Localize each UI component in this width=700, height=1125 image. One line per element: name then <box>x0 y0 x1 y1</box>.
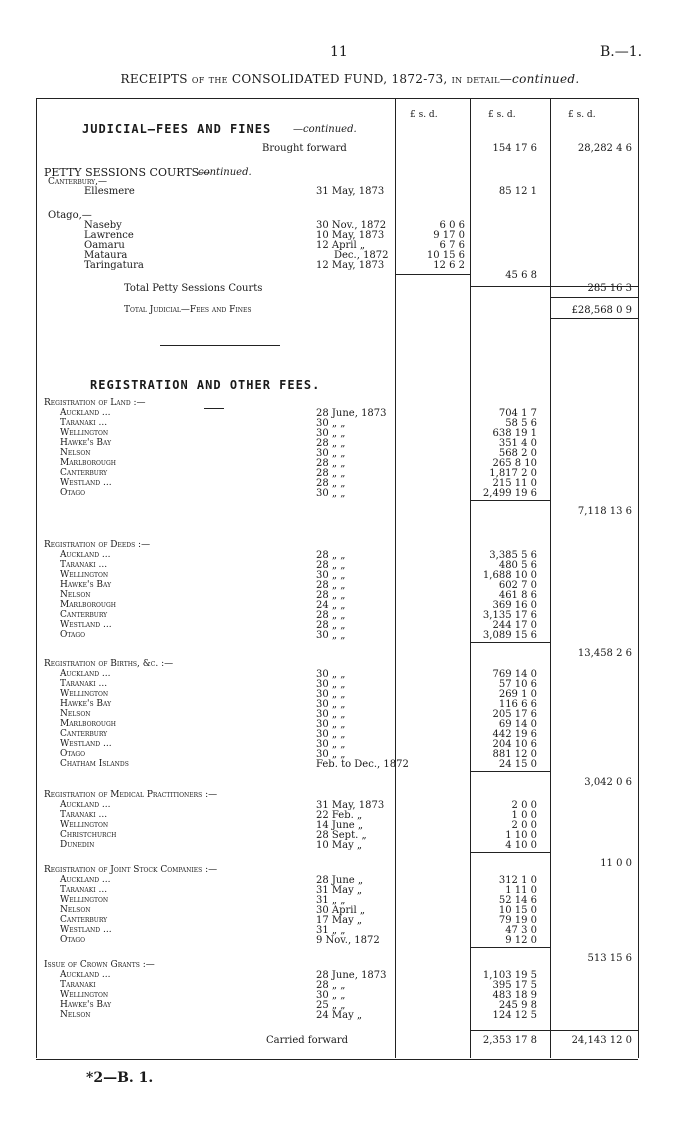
heading-of: of the <box>191 72 228 86</box>
petty-court-amount: 6 7 6 <box>439 240 465 251</box>
heading-main: CONSOLIDATED FUND, 1872-73, <box>231 72 448 86</box>
registration-amount: 4 10 0 <box>505 840 537 851</box>
judicial-cont: —continued. <box>293 124 357 135</box>
registration-amount: 3,089 15 6 <box>482 630 537 641</box>
petty-court-date: 12 May, 1873 <box>316 260 385 271</box>
registration-district: Christchurch <box>60 830 117 840</box>
registration-date: 30 „ „ <box>316 729 346 740</box>
registration-amount: 483 18 9 <box>492 990 537 1001</box>
registration-group-total: 11 0 0 <box>600 858 632 869</box>
carried-rule <box>470 1030 638 1031</box>
page-footer: *2—B. 1. <box>86 1070 154 1086</box>
registration-district: Hawke's Bay <box>60 438 112 448</box>
registration-date: 30 „ „ <box>316 689 346 700</box>
title-underline <box>204 408 224 409</box>
brought-forward-b: 154 17 6 <box>492 143 537 154</box>
registration-district: Taranaki <box>60 980 96 990</box>
total-petty-label: Total Petty Sessions Courts <box>124 283 263 294</box>
registration-group-total: 7,118 13 6 <box>577 506 632 517</box>
registration-amount: 369 16 0 <box>492 600 537 611</box>
registration-group-total: 513 15 6 <box>587 953 632 964</box>
registration-district: Otago <box>60 488 86 498</box>
registration-amount: 269 1 0 <box>498 689 537 700</box>
petty-court-name: Mataura <box>84 250 128 261</box>
registration-district: Canterbury <box>60 915 108 925</box>
registration-amount: 24 15 0 <box>498 759 537 770</box>
registration-amount: 205 17 6 <box>492 709 537 720</box>
registration-date: 30 „ „ <box>316 739 346 750</box>
total-petty-c: 285 16 3 <box>587 283 632 294</box>
registration-district: Taranaki ... <box>60 810 108 820</box>
petty-court-amount: 9 17 0 <box>433 230 465 241</box>
registration-date: 28 June, 1873 <box>316 408 387 419</box>
registration-district: Canterbury <box>60 729 108 739</box>
petty-court-date: 10 May, 1873 <box>316 230 385 241</box>
otago-total-b: 45 6 8 <box>505 270 537 281</box>
registration-date: 28 June „ <box>316 875 364 886</box>
petty-court-date: Dec., 1872 <box>334 250 389 261</box>
registration-district: Dunedin <box>60 840 95 850</box>
registration-district: Nelson <box>60 590 91 600</box>
column-rule-a <box>395 98 396 1058</box>
registration-date: 30 „ „ <box>316 448 346 459</box>
registration-district: Auckland ... <box>60 669 111 679</box>
registration-date: 28 „ „ <box>316 590 346 601</box>
brought-forward-c: 28,282 4 6 <box>577 143 632 154</box>
registration-date: 24 May „ <box>316 1010 363 1021</box>
column-rule-b <box>470 98 471 1058</box>
registration-amount: 1 11 0 <box>505 885 537 896</box>
registration-date: 30 „ „ <box>316 749 346 760</box>
registration-district: Auckland ... <box>60 800 111 810</box>
registration-district: Otago <box>60 935 86 945</box>
registration-district: Taranaki ... <box>60 885 108 895</box>
group-subtotal-rule <box>470 642 550 643</box>
judicial-title: JUDICIAL—FEES AND FINES <box>82 122 272 136</box>
registration-group-label: Issue of Crown Grants :— <box>44 960 155 970</box>
registration-date: 28 „ „ <box>316 620 346 631</box>
registration-amount: 57 10 6 <box>498 679 537 690</box>
registration-date: 30 „ „ <box>316 428 346 439</box>
registration-district: Auckland ... <box>60 875 111 885</box>
registration-amount: 124 12 5 <box>492 1010 537 1021</box>
registration-amount: 1,817 2 0 <box>489 468 537 479</box>
registration-district: Taranaki ... <box>60 560 108 570</box>
registration-amount: 2,499 19 6 <box>482 488 537 499</box>
registration-date: 24 „ „ <box>316 600 346 611</box>
otago-label: Otago,— <box>48 210 92 221</box>
registration-district: Auckland ... <box>60 550 111 560</box>
registration-group-total: 13,458 2 6 <box>577 648 632 659</box>
registration-date: 28 „ „ <box>316 560 346 571</box>
registration-date: 10 May „ <box>316 840 363 851</box>
registration-amount: 395 17 5 <box>492 980 537 991</box>
registration-amount: 58 5 6 <box>505 418 537 429</box>
registration-date: 28 June, 1873 <box>316 970 387 981</box>
registration-district: Taranaki ... <box>60 679 108 689</box>
registration-district: Wellington <box>60 820 109 830</box>
registration-district: Wellington <box>60 570 109 580</box>
registration-district: Wellington <box>60 689 109 699</box>
registration-date: 17 May „ <box>316 915 363 926</box>
registration-amount: 568 2 0 <box>498 448 537 459</box>
registration-district: Wellington <box>60 990 109 1000</box>
registration-district: Nelson <box>60 448 91 458</box>
registration-amount: 47 3 0 <box>505 925 537 936</box>
registration-amount: 3,135 17 6 <box>482 610 537 621</box>
registration-district: Otago <box>60 630 86 640</box>
registration-date: 30 „ „ <box>316 488 346 499</box>
registration-date: 28 „ „ <box>316 980 346 991</box>
registration-date: Feb. to Dec., 1872 <box>316 759 409 770</box>
registration-group-label: Registration of Joint Stock Companies :— <box>44 865 218 875</box>
registration-date: 30 „ „ <box>316 570 346 581</box>
registration-amount: 1 0 0 <box>511 810 537 821</box>
registration-date: 30 „ „ <box>316 418 346 429</box>
page-heading <box>0 72 700 86</box>
petty-cont: continued. <box>198 167 252 178</box>
ellesmere-b: 85 12 1 <box>498 186 537 197</box>
total-judicial-c: £28,568 0 9 <box>571 305 632 316</box>
registration-district: Auckland ... <box>60 970 111 980</box>
registration-group-label: Registration of Land :— <box>44 398 146 408</box>
group-subtotal-rule <box>470 852 550 853</box>
column-rule-c <box>550 98 551 1058</box>
registration-amount: 769 14 0 <box>492 669 537 680</box>
registration-date: 28 „ „ <box>316 458 346 469</box>
registration-district: Westland ... <box>60 925 112 935</box>
registration-title: REGISTRATION AND OTHER FEES. <box>90 378 321 392</box>
document-reference: B.—1. <box>600 44 643 60</box>
registration-amount: 442 19 6 <box>492 729 537 740</box>
registration-district: Taranaki ... <box>60 418 108 428</box>
petty-court-name: Naseby <box>84 220 122 231</box>
registration-amount: 69 14 0 <box>498 719 537 730</box>
registration-district: Nelson <box>60 1010 91 1020</box>
registration-district: Hawke's Bay <box>60 699 112 709</box>
petty-total-rule <box>470 286 638 287</box>
registration-date: 30 „ „ <box>316 630 346 641</box>
registration-district: Canterbury <box>60 610 108 620</box>
registration-district: Westland ... <box>60 620 112 630</box>
registration-amount: 602 7 0 <box>498 580 537 591</box>
registration-date: 28 „ „ <box>316 610 346 621</box>
registration-district: Nelson <box>60 905 91 915</box>
carried-forward-b: 2,353 17 8 <box>482 1035 537 1046</box>
registration-amount: 312 1 0 <box>498 875 537 886</box>
registration-amount: 265 8 10 <box>492 458 537 469</box>
registration-date: 30 „ „ <box>316 709 346 720</box>
registration-amount: 881 12 0 <box>492 749 537 760</box>
registration-date: 28 Sept. „ <box>316 830 367 841</box>
registration-district: Canterbury <box>60 468 108 478</box>
registration-date: 28 „ „ <box>316 580 346 591</box>
section-divider <box>160 345 280 346</box>
petty-court-name: Lawrence <box>84 230 134 241</box>
registration-district: Marlborough <box>60 719 117 729</box>
registration-date: 30 April „ <box>316 905 366 916</box>
registration-date: 31 May „ <box>316 885 363 896</box>
registration-district: Nelson <box>60 709 91 719</box>
registration-amount: 215 11 0 <box>492 478 537 489</box>
col-c-header: £ s. d. <box>568 110 596 120</box>
ellesmere-name: Ellesmere <box>84 186 135 197</box>
registration-date: 28 „ „ <box>316 478 346 489</box>
registration-district: Auckland ... <box>60 408 111 418</box>
registration-district: Hawke's Bay <box>60 580 112 590</box>
brought-forward-label: Brought forward <box>262 143 347 154</box>
petty-court-amount: 12 6 2 <box>433 260 465 271</box>
judicial-total-rule-top <box>550 297 638 298</box>
registration-amount: 461 8 6 <box>498 590 537 601</box>
registration-district: Westland ... <box>60 478 112 488</box>
registration-district: Otago <box>60 749 86 759</box>
registration-district: Wellington <box>60 428 109 438</box>
registration-amount: 480 5 6 <box>498 560 537 571</box>
registration-amount: 204 10 6 <box>492 739 537 750</box>
registration-amount: 638 19 1 <box>492 428 537 439</box>
total-judicial-label: Total Judicial—Fees and Fines <box>124 305 252 315</box>
registration-date: 9 Nov., 1872 <box>316 935 380 946</box>
petty-court-amount: 6 0 6 <box>439 220 465 231</box>
registration-amount: 52 14 6 <box>498 895 537 906</box>
registration-group-label: Registration of Deeds :— <box>44 540 151 550</box>
group-subtotal-rule <box>470 500 550 501</box>
registration-date: 25 „ „ <box>316 1000 346 1011</box>
registration-amount: 79 19 0 <box>498 915 537 926</box>
registration-district: Chatham Islands <box>60 759 129 769</box>
registration-amount: 116 6 6 <box>498 699 537 710</box>
registration-amount: 3,385 5 6 <box>489 550 537 561</box>
registration-date: 30 „ „ <box>316 669 346 680</box>
heading-in: in detail <box>451 72 500 86</box>
petty-court-name: Taringatura <box>84 260 144 271</box>
registration-date: 28 „ „ <box>316 438 346 449</box>
petty-court-amount: 10 15 6 <box>426 250 465 261</box>
registration-date: 28 „ „ <box>316 468 346 479</box>
registration-amount: 1,688 10 0 <box>482 570 537 581</box>
ellesmere-date: 31 May, 1873 <box>316 186 385 197</box>
group-subtotal-rule <box>470 947 550 948</box>
registration-date: 30 „ „ <box>316 990 346 1001</box>
registration-district: Wellington <box>60 895 109 905</box>
petty-court-name: Oamaru <box>84 240 125 251</box>
registration-amount: 1,103 19 5 <box>482 970 537 981</box>
table-border-right <box>638 98 639 1058</box>
registration-group-total: 3,042 0 6 <box>584 777 632 788</box>
col-a-header: £ s. d. <box>410 110 438 120</box>
petty-court-date: 30 Nov., 1872 <box>316 220 387 231</box>
petty-court-date: 12 April „ <box>316 240 366 251</box>
registration-district: Hawke's Bay <box>60 1000 112 1010</box>
registration-district: Westland ... <box>60 739 112 749</box>
registration-date: 31 „ „ <box>316 925 346 936</box>
col-b-header: £ s. d. <box>488 110 516 120</box>
petty-title: PETTY SESSIONS COURTS— <box>44 166 211 179</box>
registration-date: 31 „ „ <box>316 895 346 906</box>
registration-amount: 245 9 8 <box>498 1000 537 1011</box>
registration-date: 30 „ „ <box>316 679 346 690</box>
registration-amount: 1 10 0 <box>505 830 537 841</box>
registration-date: 28 „ „ <box>316 550 346 561</box>
registration-amount: 9 12 0 <box>505 935 537 946</box>
judicial-total-rule-bottom <box>550 318 638 319</box>
registration-amount: 351 4 0 <box>498 438 537 449</box>
registration-district: Marlborough <box>60 458 117 468</box>
registration-amount: 10 15 0 <box>498 905 537 916</box>
registration-date: 14 June „ <box>316 820 364 831</box>
carried-forward-c: 24,143 12 0 <box>571 1035 632 1046</box>
registration-amount: 2 0 0 <box>511 820 537 831</box>
table-border-left <box>36 98 37 1058</box>
page-number: 11 <box>330 44 348 60</box>
registration-amount: 244 17 0 <box>492 620 537 631</box>
heading-cont: —continued. <box>499 72 580 86</box>
registration-group-label: Registration of Medical Practitioners :— <box>44 790 218 800</box>
heading-pre: RECEIPTS <box>120 72 188 86</box>
group-subtotal-rule <box>470 771 550 772</box>
carried-forward-label: Carried forward <box>266 1035 349 1046</box>
registration-district: Marlborough <box>60 600 117 610</box>
registration-amount: 2 0 0 <box>511 800 537 811</box>
registration-date: 31 May, 1873 <box>316 800 385 811</box>
canterbury-label: Canterbury,— <box>48 177 107 187</box>
registration-date: 30 „ „ <box>316 699 346 710</box>
registration-group-label: Registration of Births, &c. :— <box>44 659 174 669</box>
registration-amount: 704 1 7 <box>498 408 537 419</box>
registration-date: 22 Feb. „ <box>316 810 363 821</box>
otago-subtotal-rule <box>395 274 470 275</box>
registration-date: 30 „ „ <box>316 719 346 730</box>
